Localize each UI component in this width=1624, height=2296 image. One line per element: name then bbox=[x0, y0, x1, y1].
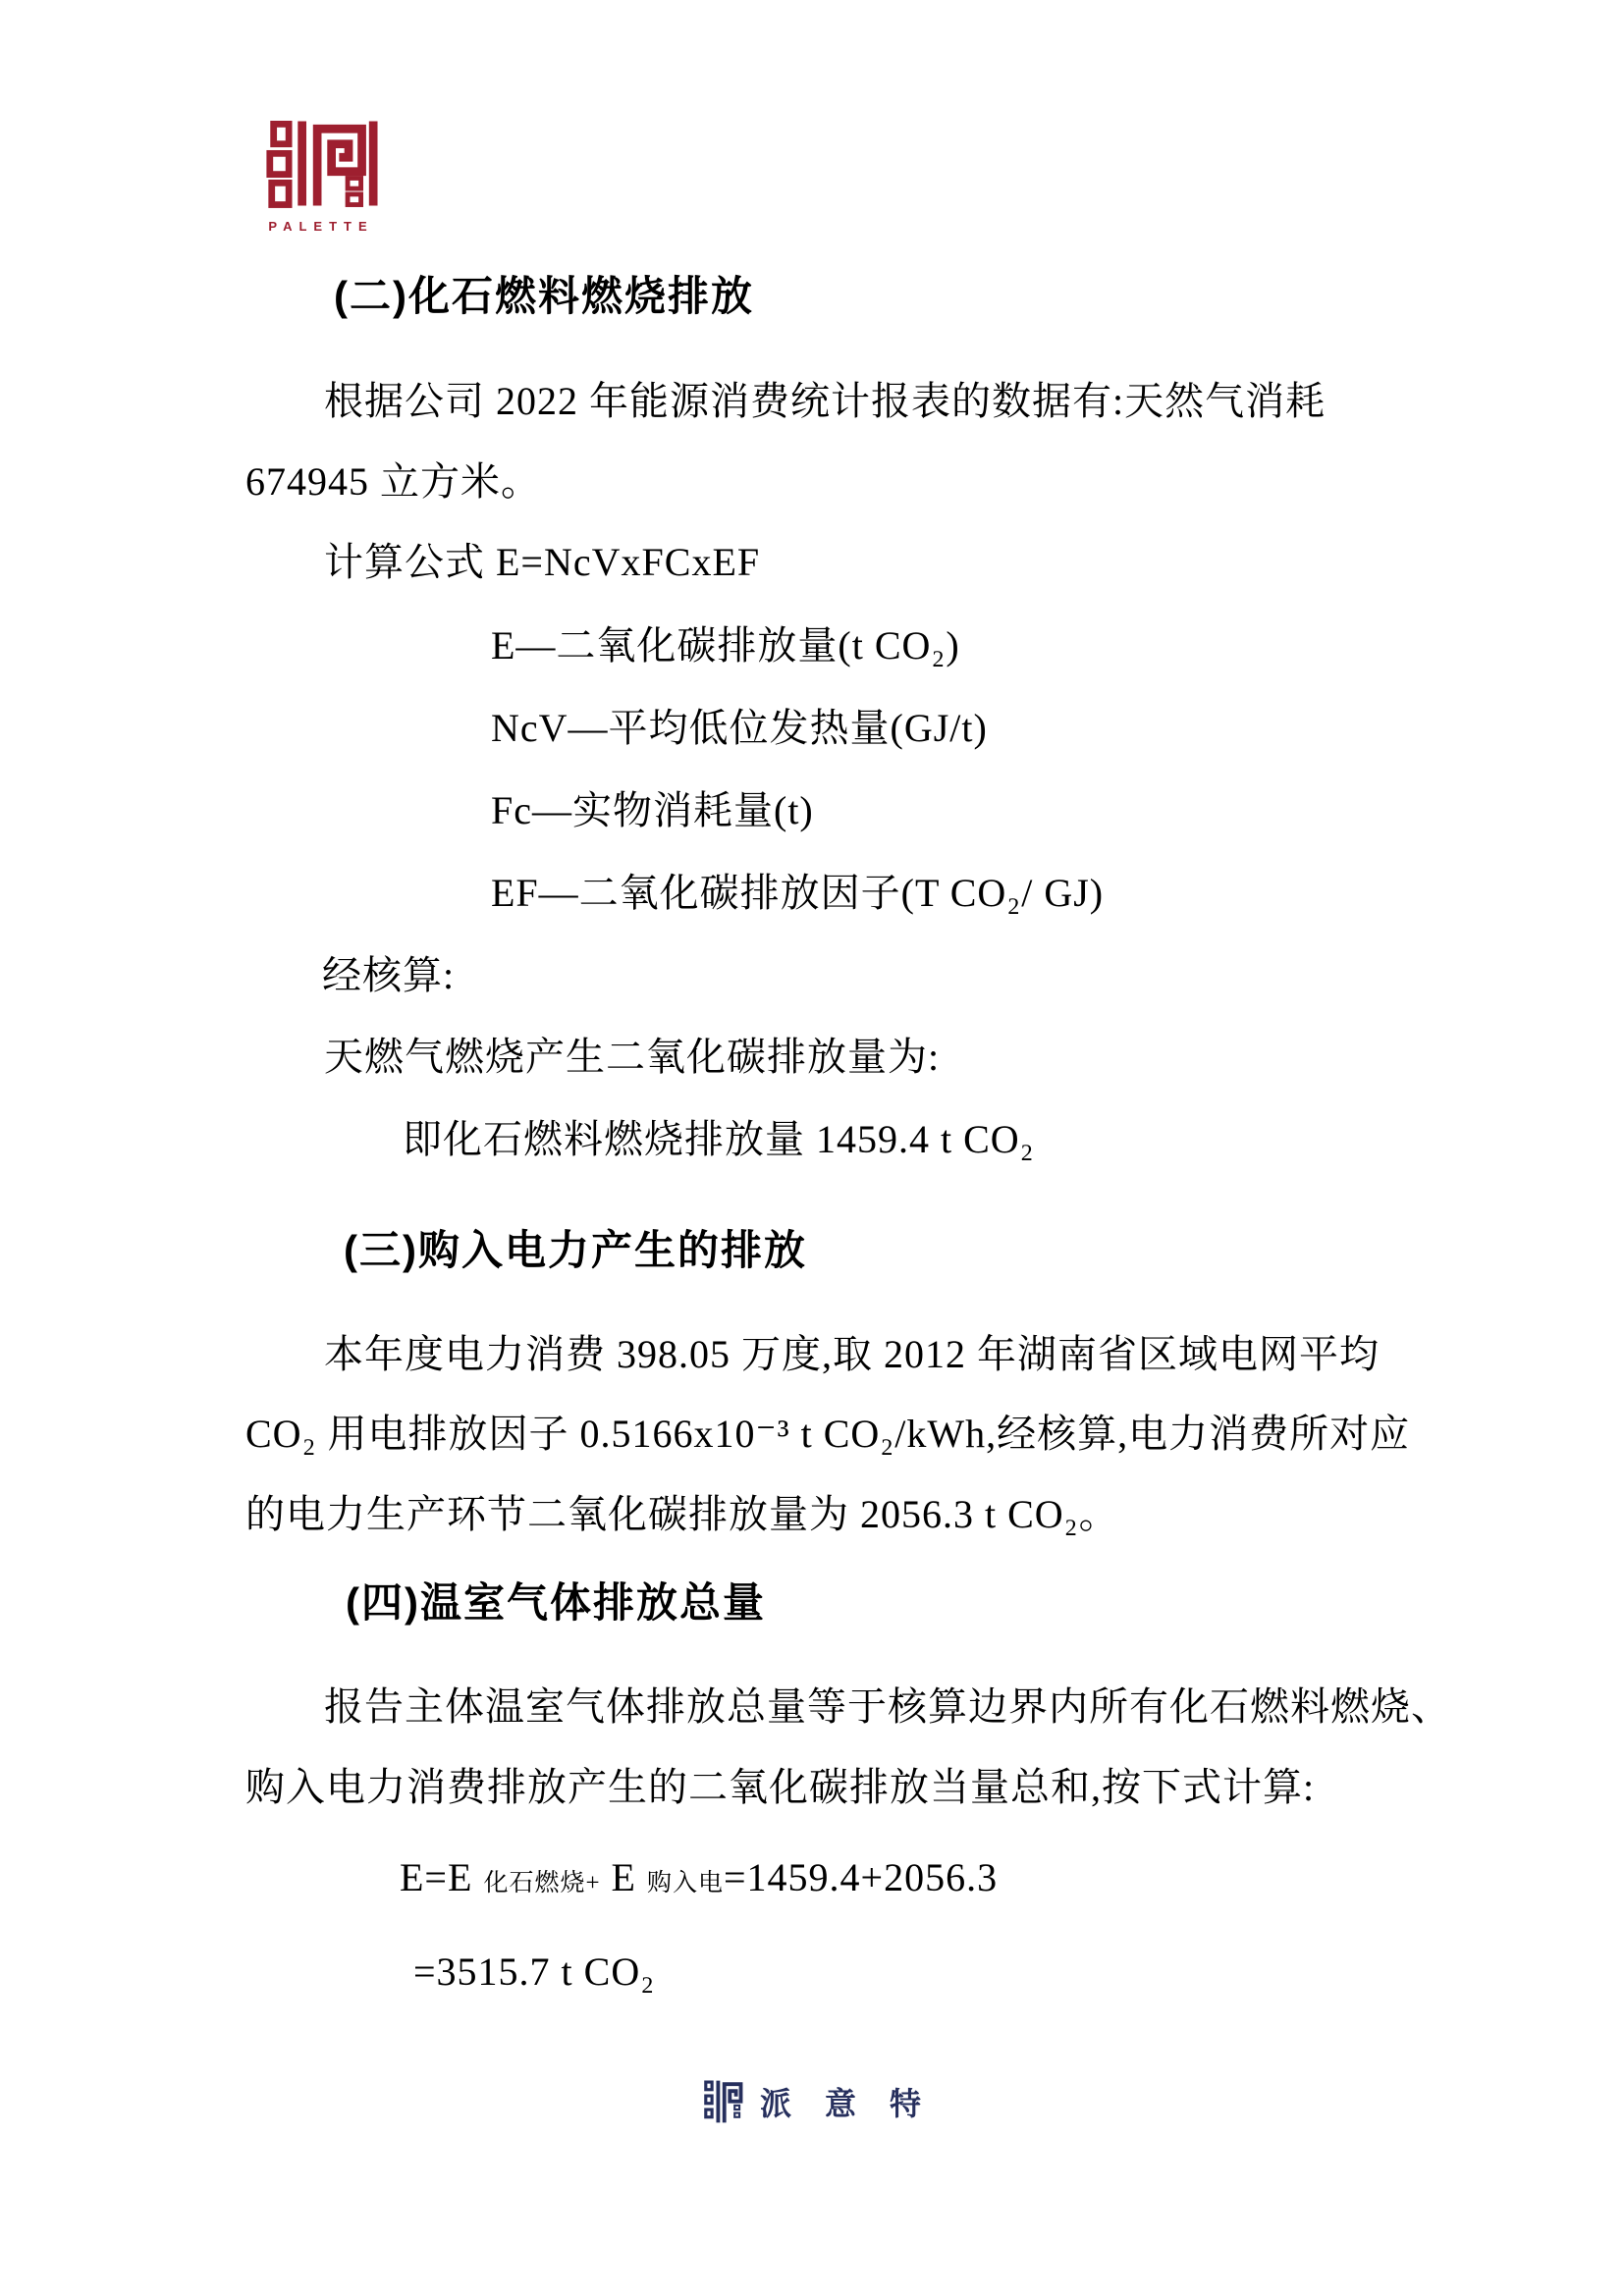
definition-e: E—二氧化碳排放量(t CO₂) bbox=[491, 623, 960, 667]
natural-gas-emission-line: 天燃气燃烧产生二氧化碳排放量为: bbox=[324, 1035, 941, 1079]
definition-ncv: NcV—平均低位发热量(GJ/t) bbox=[491, 706, 988, 750]
formula-intro-line: 计算公式 E=NcVxFCxEF bbox=[324, 540, 761, 584]
definition-fc: Fc—实物消耗量(t) bbox=[491, 788, 814, 832]
footer-brand-row bbox=[0, 2079, 1624, 2124]
section-heading-electricity: (三)购入电力产生的排放 bbox=[344, 1227, 807, 1273]
definition-ef: EF—二氧化碳排放因子(T CO₂/ GJ) bbox=[491, 871, 1105, 915]
total-result-line: =3515.7 t CO₂ bbox=[413, 1949, 656, 1994]
electricity-para-line-1: 本年度电力消费 398.05 万度,取 2012 年湖南省区域电网平均 bbox=[324, 1332, 1380, 1376]
electricity-para-line-3: 的电力生产环节二氧化碳排放量为 2056.3 t CO₂。 bbox=[245, 1492, 1119, 1536]
footer-brand-text: 派意特 bbox=[759, 2086, 954, 2121]
header-logo bbox=[263, 118, 379, 234]
electricity-para-line-2: CO₂ 用电排放因子 0.5166x10⁻³ t CO₂/kWh,经核算,电力消费所对应 bbox=[245, 1412, 1411, 1456]
section-heading-fossil-fuel: (二)化石燃料燃烧排放 bbox=[334, 273, 754, 319]
total-para-line-1: 报告主体温室气体排放总量等于核算边界内所有化石燃料燃烧、 bbox=[324, 1684, 1451, 1729]
palette-logo-icon bbox=[264, 118, 378, 209]
total-formula-line: E=E 化石燃烧+ E 购入电=1459.4+2056.3 bbox=[400, 1855, 999, 1899]
fossil-para-line-2: 674945 立方米。 bbox=[245, 459, 541, 504]
fossil-result-line: 即化石燃料燃烧排放量 1459.4 t CO₂ bbox=[403, 1117, 1035, 1161]
fossil-para-line-1: 根据公司 2022 年能源消费统计报表的数据有:天然气消耗 bbox=[324, 379, 1326, 423]
paiyite-logo-icon bbox=[703, 2079, 744, 2124]
header-logo-wordmark: PALETTE bbox=[268, 219, 374, 234]
total-para-line-2: 购入电力消费排放产生的二氧化碳排放当量总和,按下式计算: bbox=[245, 1765, 1316, 1809]
section-heading-total: (四)温室气体排放总量 bbox=[346, 1579, 766, 1626]
after-calculation-line: 经核算: bbox=[322, 953, 456, 997]
